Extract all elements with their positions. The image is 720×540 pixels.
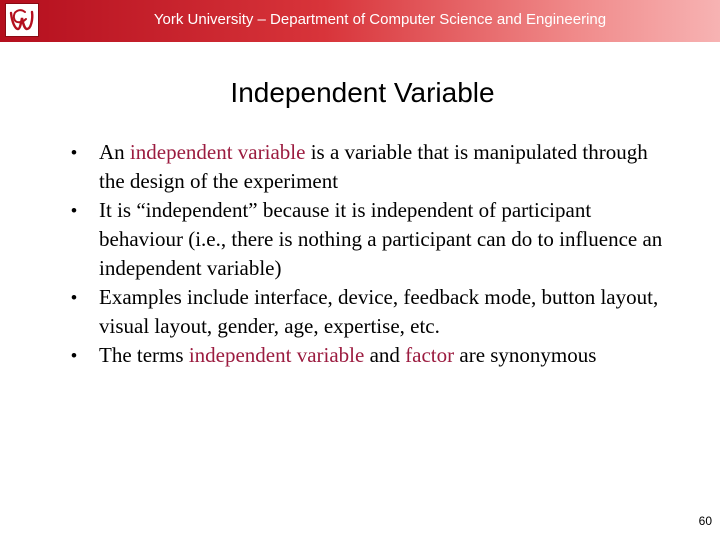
bullet-text: is a variable that is manipulated through the design of the experiment xyxy=(99,140,648,193)
bullet-item xyxy=(70,196,670,283)
bullet-text: are synonymous xyxy=(454,343,597,367)
york-university-logo-icon-graphic xyxy=(6,4,38,36)
bullet-icon: • xyxy=(71,288,77,307)
bullet-item xyxy=(70,283,670,341)
bullet-icon: • xyxy=(71,201,77,220)
bullet-icon: • xyxy=(71,143,77,162)
highlighted-term: independent variable xyxy=(188,343,365,367)
bullet-text: and xyxy=(364,343,406,367)
slide-title: Independent Variable xyxy=(230,77,495,108)
bullet-icon: • xyxy=(71,346,77,365)
bullet-text: An xyxy=(99,140,130,164)
bullet-text: It is “independent” because it is independent of participant behaviour (i.e., there is nothing a participant can do to influence an independent variable) xyxy=(99,198,663,280)
slide-header xyxy=(0,0,720,42)
highlighted-term: factor xyxy=(405,343,455,367)
bullet-text: The terms xyxy=(99,343,189,367)
header-title: York University – Department of Computer Science and Engineering xyxy=(153,11,607,28)
bullet-item xyxy=(70,341,670,370)
highlighted-term: independent variable xyxy=(129,140,306,164)
bullet-list xyxy=(70,138,670,370)
york-university-logo-icon xyxy=(5,3,39,37)
bullet-item xyxy=(70,138,670,196)
page-number: 60 xyxy=(698,514,712,528)
bullet-text: Examples include interface, device, feedback mode, button layout, visual layout, gender, age, expertise, etc. xyxy=(99,285,659,338)
